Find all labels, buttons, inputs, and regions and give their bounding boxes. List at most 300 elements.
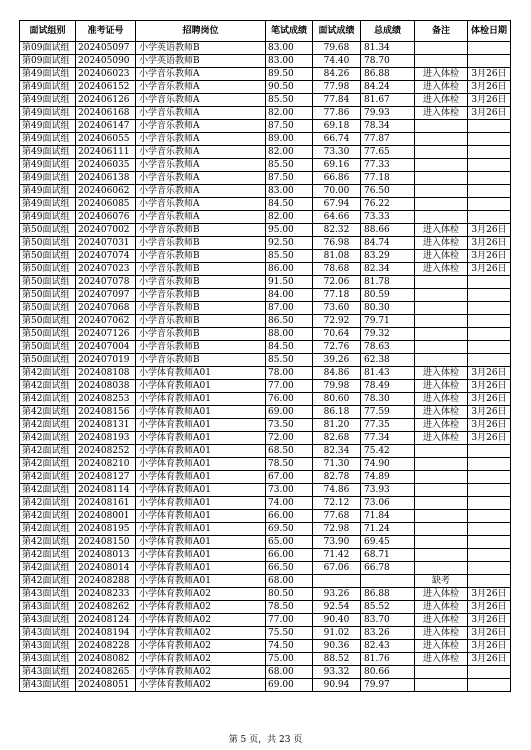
cell-remark <box>415 666 468 679</box>
cell-written-score: 69.00 <box>266 406 313 419</box>
cell-written-score: 77.00 <box>266 380 313 393</box>
cell-exam-date <box>468 133 511 146</box>
cell-group: 第49面试组 <box>20 159 76 172</box>
cell-interview-score: 77.68 <box>313 510 361 523</box>
cell-total-score: 77.18 <box>361 172 415 185</box>
cell-exam-id: 202408193 <box>76 432 136 445</box>
cell-interview-score: 72.12 <box>313 497 361 510</box>
cell-remark: 进入体检 <box>415 588 468 601</box>
cell-exam-id: 202406111 <box>76 146 136 159</box>
cell-group: 第42面试组 <box>20 367 76 380</box>
cell-position: 小学音乐教师A <box>136 211 266 224</box>
cell-position: 小学体育教师A02 <box>136 614 266 627</box>
cell-exam-date: 3月26日 <box>468 237 511 250</box>
table-row <box>20 497 511 510</box>
cell-exam-date <box>468 211 511 224</box>
cell-group: 第49面试组 <box>20 94 76 107</box>
cell-total-score: 74.90 <box>361 458 415 471</box>
cell-written-score: 87.00 <box>266 302 313 315</box>
cell-group: 第42面试组 <box>20 458 76 471</box>
cell-exam-id: 202408194 <box>76 627 136 640</box>
cell-exam-id: 202406168 <box>76 107 136 120</box>
cell-remark <box>415 315 468 328</box>
cell-written-score: 82.00 <box>266 107 313 120</box>
cell-exam-id: 202408082 <box>76 653 136 666</box>
cell-exam-id: 202406152 <box>76 81 136 94</box>
cell-position: 小学体育教师A01 <box>136 367 266 380</box>
cell-remark <box>415 458 468 471</box>
cell-written-score: 74.00 <box>266 497 313 510</box>
cell-exam-id: 202408150 <box>76 536 136 549</box>
cell-total-score: 83.70 <box>361 614 415 627</box>
cell-exam-id: 202405097 <box>76 42 136 55</box>
cell-group: 第42面试组 <box>20 510 76 523</box>
cell-group: 第42面试组 <box>20 393 76 406</box>
table-row <box>20 185 511 198</box>
cell-total-score <box>361 575 415 588</box>
cell-interview-score: 82.32 <box>313 224 361 237</box>
cell-total-score: 83.29 <box>361 250 415 263</box>
cell-written-score: 68.50 <box>266 445 313 458</box>
cell-interview-score: 72.06 <box>313 276 361 289</box>
cell-written-score: 78.50 <box>266 458 313 471</box>
cell-written-score: 75.00 <box>266 653 313 666</box>
cell-total-score: 78.70 <box>361 55 415 68</box>
cell-position: 小学音乐教师A <box>136 81 266 94</box>
cell-written-score: 85.50 <box>266 94 313 107</box>
cell-group: 第42面试组 <box>20 484 76 497</box>
table-row <box>20 211 511 224</box>
cell-exam-date <box>468 354 511 367</box>
cell-exam-date: 3月26日 <box>468 432 511 445</box>
cell-total-score: 86.88 <box>361 68 415 81</box>
cell-total-score: 80.59 <box>361 289 415 302</box>
cell-exam-id: 202406076 <box>76 211 136 224</box>
cell-remark <box>415 159 468 172</box>
table-row <box>20 588 511 601</box>
cell-written-score: 85.50 <box>266 354 313 367</box>
table-row <box>20 328 511 341</box>
cell-group: 第42面试组 <box>20 432 76 445</box>
cell-position: 小学体育教师A01 <box>136 393 266 406</box>
cell-exam-id: 202407019 <box>76 354 136 367</box>
cell-position: 小学体育教师A01 <box>136 471 266 484</box>
cell-group: 第42面试组 <box>20 380 76 393</box>
cell-position: 小学体育教师A01 <box>136 510 266 523</box>
cell-total-score: 73.93 <box>361 484 415 497</box>
cell-remark: 进入体检 <box>415 94 468 107</box>
cell-position: 小学体育教师A01 <box>136 445 266 458</box>
cell-exam-date <box>468 458 511 471</box>
cell-position: 小学音乐教师B <box>136 237 266 250</box>
cell-group: 第42面试组 <box>20 536 76 549</box>
cell-written-score: 66.00 <box>266 510 313 523</box>
cell-exam-id: 202408161 <box>76 497 136 510</box>
cell-group: 第42面试组 <box>20 419 76 432</box>
cell-position: 小学音乐教师A <box>136 133 266 146</box>
cell-interview-score: 82.78 <box>313 471 361 484</box>
cell-total-score: 73.06 <box>361 497 415 510</box>
cell-exam-id: 202408195 <box>76 523 136 536</box>
cell-exam-date: 3月26日 <box>468 367 511 380</box>
cell-exam-date <box>468 497 511 510</box>
cell-remark: 进入体检 <box>415 419 468 432</box>
cell-interview-score: 78.68 <box>313 263 361 276</box>
cell-group: 第49面试组 <box>20 120 76 133</box>
cell-position: 小学音乐教师B <box>136 341 266 354</box>
cell-exam-id: 202408252 <box>76 445 136 458</box>
cell-exam-date <box>468 679 511 692</box>
cell-interview-score: 77.98 <box>313 81 361 94</box>
cell-position: 小学体育教师A01 <box>136 562 266 575</box>
cell-written-score: 65.00 <box>266 536 313 549</box>
table-row <box>20 94 511 107</box>
cell-group: 第49面试组 <box>20 172 76 185</box>
cell-exam-date: 3月26日 <box>468 81 511 94</box>
cell-interview-score: 84.86 <box>313 367 361 380</box>
cell-written-score: 78.00 <box>266 367 313 380</box>
cell-interview-score: 70.00 <box>313 185 361 198</box>
cell-exam-date <box>468 315 511 328</box>
cell-interview-score: 76.98 <box>313 237 361 250</box>
cell-total-score: 81.76 <box>361 653 415 666</box>
cell-group: 第43面试组 <box>20 601 76 614</box>
cell-exam-id: 202407126 <box>76 328 136 341</box>
table-row <box>20 367 511 380</box>
cell-written-score: 73.00 <box>266 484 313 497</box>
cell-written-score: 82.00 <box>266 211 313 224</box>
cell-written-score: 80.50 <box>266 588 313 601</box>
cell-exam-id: 202408288 <box>76 575 136 588</box>
cell-exam-date <box>468 575 511 588</box>
header-remark: 备注 <box>415 21 468 42</box>
cell-interview-score: 71.30 <box>313 458 361 471</box>
header-exam-id: 准考证号 <box>76 21 136 42</box>
table-row <box>20 666 511 679</box>
cell-total-score: 83.26 <box>361 627 415 640</box>
table-row <box>20 432 511 445</box>
cell-total-score: 80.66 <box>361 666 415 679</box>
cell-exam-id: 202406147 <box>76 120 136 133</box>
cell-group: 第09面试组 <box>20 42 76 55</box>
cell-exam-id: 202406035 <box>76 159 136 172</box>
cell-remark: 进入体检 <box>415 393 468 406</box>
cell-group: 第50面试组 <box>20 263 76 276</box>
cell-exam-id: 202408262 <box>76 601 136 614</box>
cell-written-score: 72.00 <box>266 432 313 445</box>
cell-position: 小学体育教师A02 <box>136 679 266 692</box>
cell-position: 小学音乐教师A <box>136 94 266 107</box>
cell-exam-id: 202408051 <box>76 679 136 692</box>
cell-interview-score: 79.68 <box>313 42 361 55</box>
cell-remark: 进入体检 <box>415 68 468 81</box>
cell-interview-score: 73.30 <box>313 146 361 159</box>
cell-interview-score: 72.98 <box>313 523 361 536</box>
cell-written-score: 75.50 <box>266 627 313 640</box>
cell-exam-date: 3月26日 <box>468 406 511 419</box>
cell-exam-id: 202406138 <box>76 172 136 185</box>
cell-exam-date <box>468 146 511 159</box>
cell-group: 第50面试组 <box>20 315 76 328</box>
cell-interview-score: 69.18 <box>313 120 361 133</box>
cell-exam-date <box>468 445 511 458</box>
cell-total-score: 82.43 <box>361 640 415 653</box>
table-row <box>20 471 511 484</box>
cell-total-score: 79.71 <box>361 315 415 328</box>
cell-exam-date: 3月26日 <box>468 588 511 601</box>
cell-position: 小学音乐教师B <box>136 250 266 263</box>
cell-group: 第42面试组 <box>20 471 76 484</box>
cell-remark: 进入体检 <box>415 653 468 666</box>
cell-exam-id: 202408127 <box>76 471 136 484</box>
cell-interview-score: 71.42 <box>313 549 361 562</box>
cell-group: 第49面试组 <box>20 211 76 224</box>
cell-group: 第49面试组 <box>20 146 76 159</box>
table-row <box>20 172 511 185</box>
cell-group: 第09面试组 <box>20 55 76 68</box>
cell-written-score: 66.00 <box>266 549 313 562</box>
cell-written-score: 74.50 <box>266 640 313 653</box>
cell-written-score: 86.50 <box>266 315 313 328</box>
cell-exam-id: 202407078 <box>76 276 136 289</box>
cell-interview-score: 66.86 <box>313 172 361 185</box>
cell-group: 第43面试组 <box>20 653 76 666</box>
cell-total-score: 82.34 <box>361 263 415 276</box>
table-row <box>20 315 511 328</box>
cell-written-score: 82.00 <box>266 146 313 159</box>
cell-position: 小学音乐教师B <box>136 315 266 328</box>
cell-total-score: 78.49 <box>361 380 415 393</box>
cell-exam-date <box>468 159 511 172</box>
table-row <box>20 445 511 458</box>
cell-total-score: 76.22 <box>361 198 415 211</box>
cell-total-score: 71.24 <box>361 523 415 536</box>
cell-written-score: 95.00 <box>266 224 313 237</box>
table-row <box>20 159 511 172</box>
cell-group: 第43面试组 <box>20 627 76 640</box>
cell-total-score: 75.42 <box>361 445 415 458</box>
cell-remark <box>415 185 468 198</box>
cell-exam-date: 3月26日 <box>468 627 511 640</box>
table-row <box>20 679 511 692</box>
cell-exam-date <box>468 471 511 484</box>
cell-group: 第42面试组 <box>20 445 76 458</box>
cell-total-score: 78.30 <box>361 393 415 406</box>
cell-exam-date <box>468 172 511 185</box>
cell-exam-id: 202407004 <box>76 341 136 354</box>
cell-group: 第49面试组 <box>20 81 76 94</box>
table-row <box>20 458 511 471</box>
cell-group: 第43面试组 <box>20 666 76 679</box>
cell-interview-score: 81.08 <box>313 250 361 263</box>
cell-remark <box>415 341 468 354</box>
cell-interview-score: 86.18 <box>313 406 361 419</box>
cell-position: 小学音乐教师A <box>136 198 266 211</box>
cell-exam-date: 3月26日 <box>468 250 511 263</box>
cell-exam-id: 202406062 <box>76 185 136 198</box>
cell-interview-score: 90.36 <box>313 640 361 653</box>
cell-remark <box>415 172 468 185</box>
cell-total-score: 78.63 <box>361 341 415 354</box>
header-written-score: 笔试成绩 <box>266 21 313 42</box>
cell-written-score: 87.50 <box>266 172 313 185</box>
cell-total-score: 77.59 <box>361 406 415 419</box>
cell-exam-date <box>468 666 511 679</box>
cell-group: 第42面试组 <box>20 497 76 510</box>
cell-position: 小学音乐教师B <box>136 263 266 276</box>
cell-exam-id: 202408014 <box>76 562 136 575</box>
cell-exam-id: 202407023 <box>76 263 136 276</box>
cell-position: 小学音乐教师A <box>136 159 266 172</box>
table-row <box>20 198 511 211</box>
cell-group: 第50面试组 <box>20 302 76 315</box>
cell-written-score: 66.50 <box>266 562 313 575</box>
cell-written-score: 67.00 <box>266 471 313 484</box>
cell-total-score: 74.89 <box>361 471 415 484</box>
cell-position: 小学体育教师A01 <box>136 536 266 549</box>
header-total-score: 总成绩 <box>361 21 415 42</box>
cell-position: 小学体育教师A02 <box>136 588 266 601</box>
cell-remark <box>415 120 468 133</box>
cell-position: 小学音乐教师B <box>136 328 266 341</box>
cell-remark: 进入体检 <box>415 263 468 276</box>
cell-remark <box>415 536 468 549</box>
table-row <box>20 575 511 588</box>
cell-position: 小学音乐教师A <box>136 120 266 133</box>
table-body <box>20 42 511 692</box>
cell-written-score: 91.50 <box>266 276 313 289</box>
cell-interview-score: 82.34 <box>313 445 361 458</box>
cell-exam-id: 202408265 <box>76 666 136 679</box>
cell-written-score: 69.50 <box>266 523 313 536</box>
table-row <box>20 380 511 393</box>
cell-position: 小学音乐教师B <box>136 289 266 302</box>
cell-exam-id: 202407097 <box>76 289 136 302</box>
table-row <box>20 393 511 406</box>
cell-group: 第50面试组 <box>20 289 76 302</box>
table-row <box>20 224 511 237</box>
cell-exam-id: 202407074 <box>76 250 136 263</box>
cell-interview-score: 69.16 <box>313 159 361 172</box>
cell-group: 第42面试组 <box>20 523 76 536</box>
cell-written-score: 76.00 <box>266 393 313 406</box>
cell-remark: 进入体检 <box>415 432 468 445</box>
cell-total-score: 66.78 <box>361 562 415 575</box>
cell-position: 小学音乐教师A <box>136 146 266 159</box>
cell-exam-date: 3月26日 <box>468 614 511 627</box>
cell-written-score: 83.00 <box>266 55 313 68</box>
cell-group: 第50面试组 <box>20 341 76 354</box>
cell-position: 小学体育教师A01 <box>136 497 266 510</box>
cell-exam-id: 202406023 <box>76 68 136 81</box>
cell-total-score: 71.84 <box>361 510 415 523</box>
table-row <box>20 146 511 159</box>
cell-exam-id: 202408038 <box>76 380 136 393</box>
cell-remark: 进入体检 <box>415 107 468 120</box>
cell-position: 小学音乐教师B <box>136 224 266 237</box>
cell-interview-score: 91.02 <box>313 627 361 640</box>
cell-group: 第43面试组 <box>20 614 76 627</box>
table-row <box>20 419 511 432</box>
cell-interview-score: 79.98 <box>313 380 361 393</box>
table-row <box>20 276 511 289</box>
cell-total-score: 79.97 <box>361 679 415 692</box>
cell-interview-score: 73.90 <box>313 536 361 549</box>
cell-exam-id: 202408001 <box>76 510 136 523</box>
cell-position: 小学体育教师A01 <box>136 523 266 536</box>
cell-interview-score: 93.32 <box>313 666 361 679</box>
cell-exam-date <box>468 523 511 536</box>
cell-written-score: 85.50 <box>266 159 313 172</box>
cell-exam-id: 202408156 <box>76 406 136 419</box>
cell-interview-score: 81.20 <box>313 419 361 432</box>
cell-interview-score: 70.64 <box>313 328 361 341</box>
cell-remark <box>415 679 468 692</box>
cell-written-score: 73.50 <box>266 419 313 432</box>
cell-position: 小学英语教师B <box>136 55 266 68</box>
cell-position: 小学体育教师A02 <box>136 601 266 614</box>
cell-exam-date: 3月26日 <box>468 68 511 81</box>
cell-position: 小学体育教师A01 <box>136 406 266 419</box>
cell-position: 小学体育教师A02 <box>136 627 266 640</box>
cell-interview-score: 88.52 <box>313 653 361 666</box>
cell-total-score: 69.45 <box>361 536 415 549</box>
cell-position: 小学体育教师A01 <box>136 458 266 471</box>
cell-total-score: 77.87 <box>361 133 415 146</box>
cell-group: 第42面试组 <box>20 406 76 419</box>
cell-interview-score: 74.86 <box>313 484 361 497</box>
cell-exam-id: 202408131 <box>76 419 136 432</box>
table-row <box>20 68 511 81</box>
cell-remark <box>415 55 468 68</box>
cell-exam-date: 3月26日 <box>468 601 511 614</box>
cell-position: 小学音乐教师A <box>136 172 266 185</box>
cell-position: 小学音乐教师B <box>136 276 266 289</box>
cell-interview-score: 64.66 <box>313 211 361 224</box>
cell-position: 小学体育教师A01 <box>136 549 266 562</box>
cell-remark: 进入体检 <box>415 601 468 614</box>
cell-remark: 进入体检 <box>415 237 468 250</box>
cell-position: 小学体育教师A02 <box>136 666 266 679</box>
cell-position: 小学体育教师A01 <box>136 484 266 497</box>
table-row <box>20 55 511 68</box>
cell-group: 第43面试组 <box>20 679 76 692</box>
cell-remark <box>415 198 468 211</box>
cell-group: 第50面试组 <box>20 250 76 263</box>
cell-exam-id: 202407062 <box>76 315 136 328</box>
cell-exam-date <box>468 302 511 315</box>
cell-group: 第49面试组 <box>20 185 76 198</box>
header-row <box>20 21 511 42</box>
table-row <box>20 263 511 276</box>
cell-total-score: 81.67 <box>361 94 415 107</box>
cell-interview-score: 74.40 <box>313 55 361 68</box>
cell-exam-id: 202408210 <box>76 458 136 471</box>
cell-exam-id: 202405090 <box>76 55 136 68</box>
header-position: 招聘岗位 <box>136 21 266 42</box>
table-row <box>20 302 511 315</box>
cell-exam-date: 3月26日 <box>468 94 511 107</box>
cell-exam-date: 3月26日 <box>468 419 511 432</box>
results-table <box>19 20 511 692</box>
cell-remark <box>415 42 468 55</box>
cell-exam-id: 202406055 <box>76 133 136 146</box>
cell-exam-id: 202408228 <box>76 640 136 653</box>
cell-exam-id: 202406126 <box>76 94 136 107</box>
cell-interview-score: 77.84 <box>313 94 361 107</box>
cell-written-score: 69.00 <box>266 679 313 692</box>
cell-remark <box>415 510 468 523</box>
